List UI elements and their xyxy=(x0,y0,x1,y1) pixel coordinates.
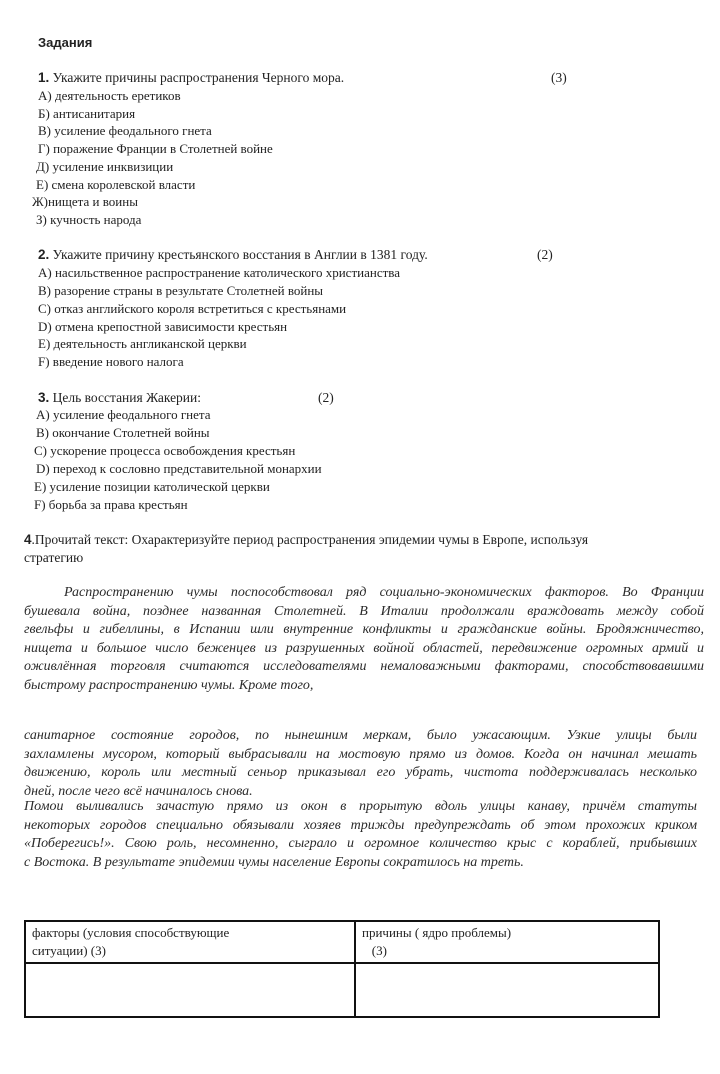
q1-option: Е) смена королевской власти xyxy=(36,177,196,192)
q3-option: F) борьба за права крестьян xyxy=(34,497,188,512)
q1-option: А) деятельность еретиков xyxy=(38,88,181,103)
table-header-factors-line1: факторы (условия способствующие xyxy=(32,925,230,940)
question-3-number: 3. xyxy=(38,390,50,405)
question-3-points: (2) xyxy=(318,390,334,405)
q3-option: С) ускорение процесса освобождения крестьян xyxy=(34,443,296,458)
answer-cell-causes[interactable] xyxy=(355,963,659,1017)
passage-line: дней, после чего всё начиналось снова. xyxy=(24,783,253,799)
question-2-points: (2) xyxy=(537,247,553,262)
table-answer-row xyxy=(25,963,659,1017)
q1-option: З) кучность народа xyxy=(36,212,142,227)
passage-line: с Востока. В результате эпидемии чумы население Европы сократилось на треть. xyxy=(24,854,524,870)
passage-line: «Поберегись!». Свою роль, несомненно, сыграло и огромное количество крыс с кораблей, прибывших xyxy=(24,836,697,851)
q1-option: Д) усиление инквизиции xyxy=(36,159,174,174)
section-heading: Задания xyxy=(38,35,93,50)
q1-option: Г) поражение Франции в Столетней войне xyxy=(38,141,273,156)
q3-option: А) усиление феодального гнета xyxy=(36,407,211,422)
question-3-text: Цель восстания Жакерии: xyxy=(52,390,202,405)
q2-option: С) отказ английского короля встретиться с крестьянами xyxy=(38,301,347,316)
question-1-text: Укажите причины распространения Черного мора. xyxy=(52,70,345,85)
question-1-points: (3) xyxy=(551,70,567,85)
q2-option: А) насильственное распространение католического христианства xyxy=(38,265,401,280)
table-header-causes xyxy=(355,921,659,963)
question-4-number: 4 xyxy=(24,532,32,547)
q3-option: Е) усиление позиции католической церкви xyxy=(34,479,270,494)
passage-line: захламлены мусором, который выбрасывали на мостовую прямо из домов. Когда он начинал мешать xyxy=(24,746,697,762)
question-1 xyxy=(38,69,344,87)
q2-option: В) разорение страны в результате Столетней войны xyxy=(38,283,324,298)
table-header-row xyxy=(25,921,659,963)
passage-line: некоторых городов специально обязывали хозяев трижды предупреждать об этом прохожих криком xyxy=(24,817,697,833)
answer-cell-factors[interactable] xyxy=(25,963,355,1017)
question-2 xyxy=(38,246,428,264)
passage-line: гвельфы и гибеллины, в Испании шли внутренние конфликты и гражданские войны. Бродяжничество, xyxy=(24,622,704,637)
question-2-text: Укажите причину крестьянского восстания в Англии в 1381 году. xyxy=(52,247,428,262)
passage-line: бушевала война, позднее названная Столетней. В Италии продолжали враждовать между собой xyxy=(24,603,704,619)
table-header-factors xyxy=(25,921,355,963)
q2-option: D) отмена крепостной зависимости крестьян xyxy=(38,319,288,334)
q1-option: В) усиление феодального гнета xyxy=(38,123,212,138)
question-4-text-cont: стратегию xyxy=(24,550,84,565)
table-header-causes-line1: причины ( ядро проблемы) xyxy=(362,925,512,940)
passage-line: движению, король или местный сеньор приказывал его убрать, чистота поддерживалась несколько xyxy=(24,765,697,780)
table-header-factors-line2: ситуации) (3) xyxy=(32,943,106,958)
answer-table xyxy=(24,920,660,1018)
question-3 xyxy=(38,389,201,407)
q3-option: В) окончание Столетней войны xyxy=(36,425,210,440)
passage-line: Помои выливались зачастую прямо из окон в прорытую вдоль улицы канаву, причём статуты xyxy=(24,799,697,814)
q3-option: D) переход к сословно представительной монархии xyxy=(36,461,322,476)
passage-line: быстрому распространению чумы. Кроме того, xyxy=(24,677,314,693)
passage-line: санитарное состояние городов, по нынешним меркам, было ужасающим. Узкие улицы были xyxy=(24,728,697,743)
passage-line: Распространению чумы поспособствовал ряд социально-экономических факторов. Во Франции xyxy=(64,585,704,600)
table-header-causes-line2: (3) xyxy=(362,943,387,958)
question-2-number: 2. xyxy=(38,247,50,262)
q1-option: Ж)нищета и воины xyxy=(32,194,138,209)
passage-line: оживлённая торговля считаются исследователями немаловажными факторами, способствовавшими xyxy=(24,659,704,674)
passage-paragraph-2 xyxy=(24,727,697,801)
question-1-number: 1. xyxy=(38,70,50,85)
passage-paragraph-3 xyxy=(24,798,697,872)
q2-option: Е) деятельность англиканской церкви xyxy=(38,336,247,351)
q1-option: Б) антисанитария xyxy=(38,106,136,121)
q2-option: F) введение нового налога xyxy=(38,354,184,369)
passage-paragraph-1 xyxy=(24,584,704,695)
question-4-text: .Прочитай текст: Охарактеризуйте период распространения эпидемии чумы в Европе, используя xyxy=(31,532,589,547)
passage-line: нищета и большое число беженцев из разрушенных войной областей, передвижение огромных армий и xyxy=(24,640,704,656)
question-4 xyxy=(24,531,588,549)
